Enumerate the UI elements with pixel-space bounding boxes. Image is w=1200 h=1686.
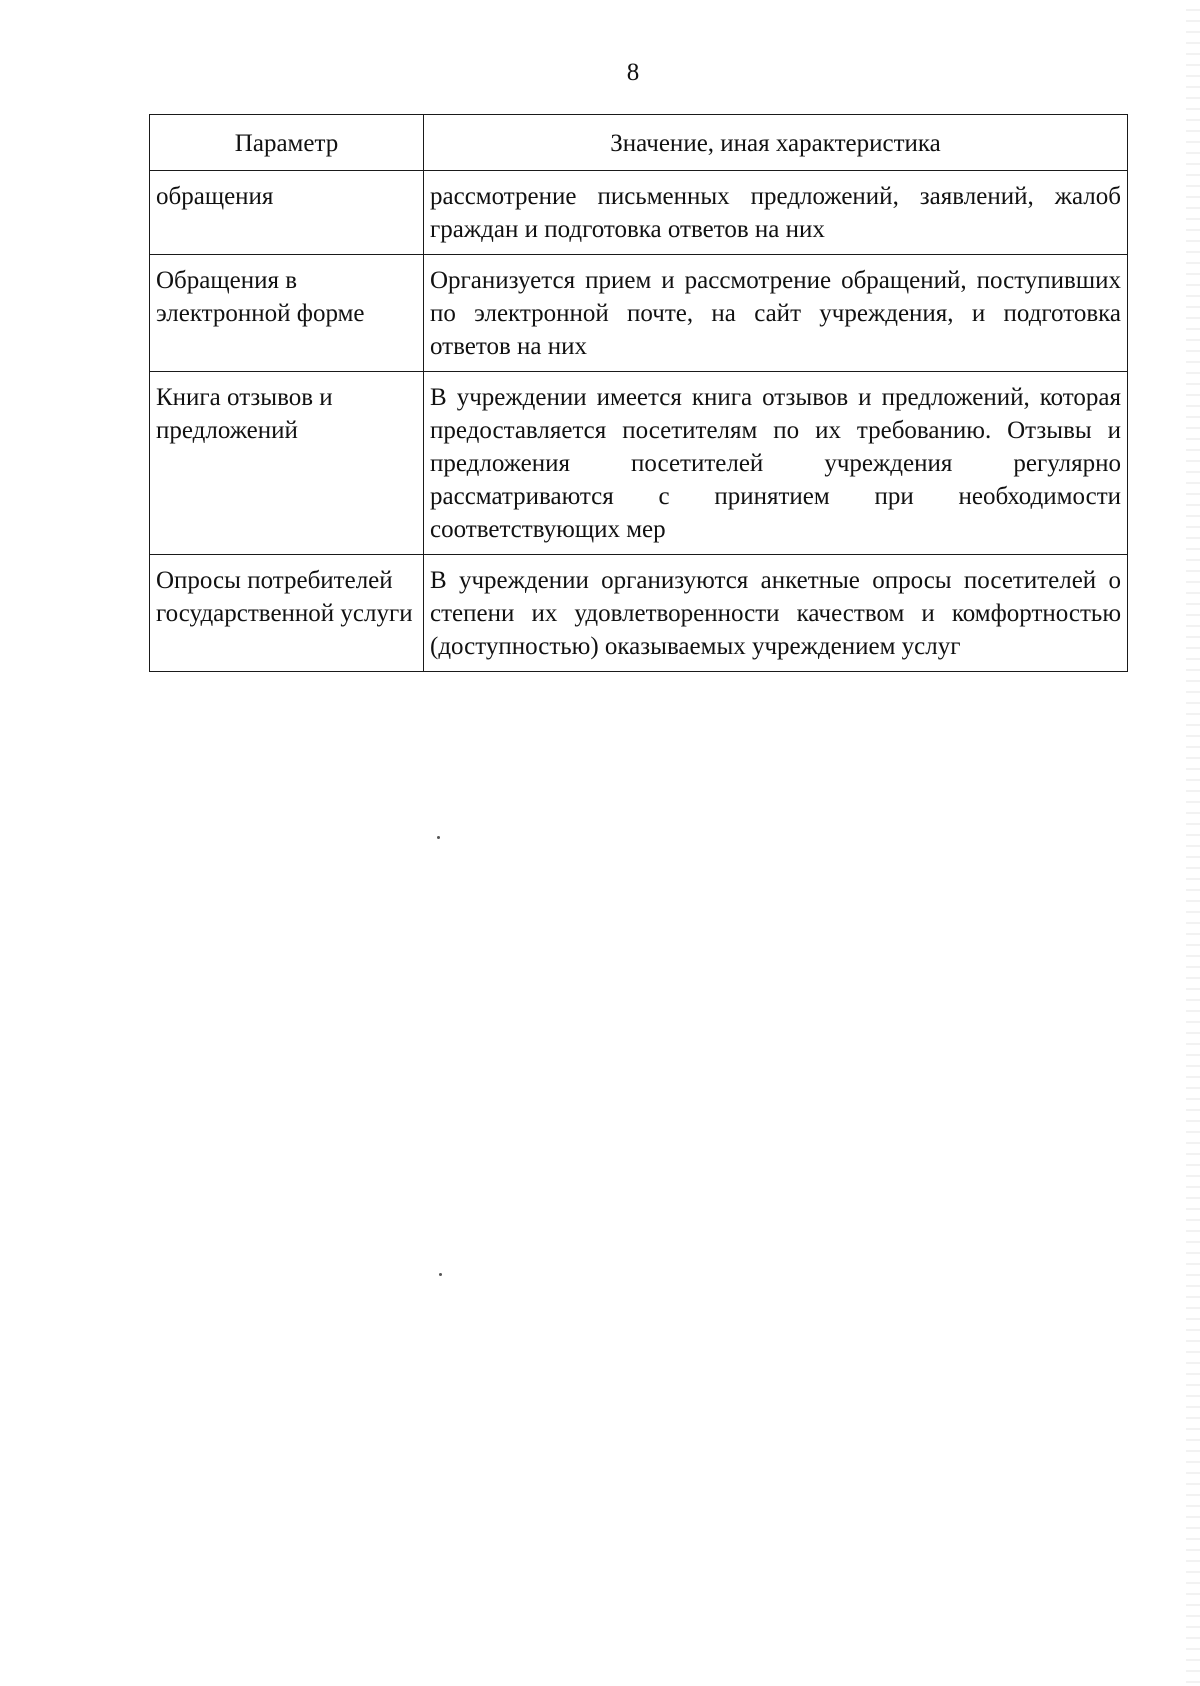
row-value: В учреждении имеется книга отзывов и предложений, которая предоставляется посетителям по их требованию. Отзывы и предложения посетителей учреждения регулярно рассматриваются с принятием при необходимости соответствующих мер <box>424 372 1128 555</box>
table-header-row <box>150 115 1128 171</box>
table-row <box>150 255 1128 372</box>
table-row <box>150 171 1128 255</box>
parameters-table <box>149 114 1128 672</box>
row-parameter: обращения <box>150 171 424 255</box>
row-value: В учреждении организуются анкетные опросы посетителей о степени их удовлетворенности качеством и комфортностью (доступностью) оказываемых учреждением услуг <box>424 555 1128 672</box>
scan-edge-noise <box>1186 0 1200 1686</box>
header-value: Значение, иная характеристика <box>424 115 1128 171</box>
row-parameter: Обращения в электронной форме <box>150 255 424 372</box>
row-parameter: Книга отзывов и предложений <box>150 372 424 555</box>
table-row <box>150 372 1128 555</box>
header-parameter: Параметр <box>150 115 424 171</box>
page-number: 8 <box>626 59 640 86</box>
row-value: рассмотрение письменных предложений, заявлений, жалоб граждан и подготовка ответов на них <box>424 171 1128 255</box>
scan-speck <box>437 836 440 839</box>
table-row <box>150 555 1128 672</box>
row-value: Организуется прием и рассмотрение обращений, поступивших по электронной почте, на сайт учреждения, и подготовка ответов на них <box>424 255 1128 372</box>
scan-speck <box>439 1273 442 1276</box>
row-parameter: Опросы потребителей государственной услуги <box>150 555 424 672</box>
